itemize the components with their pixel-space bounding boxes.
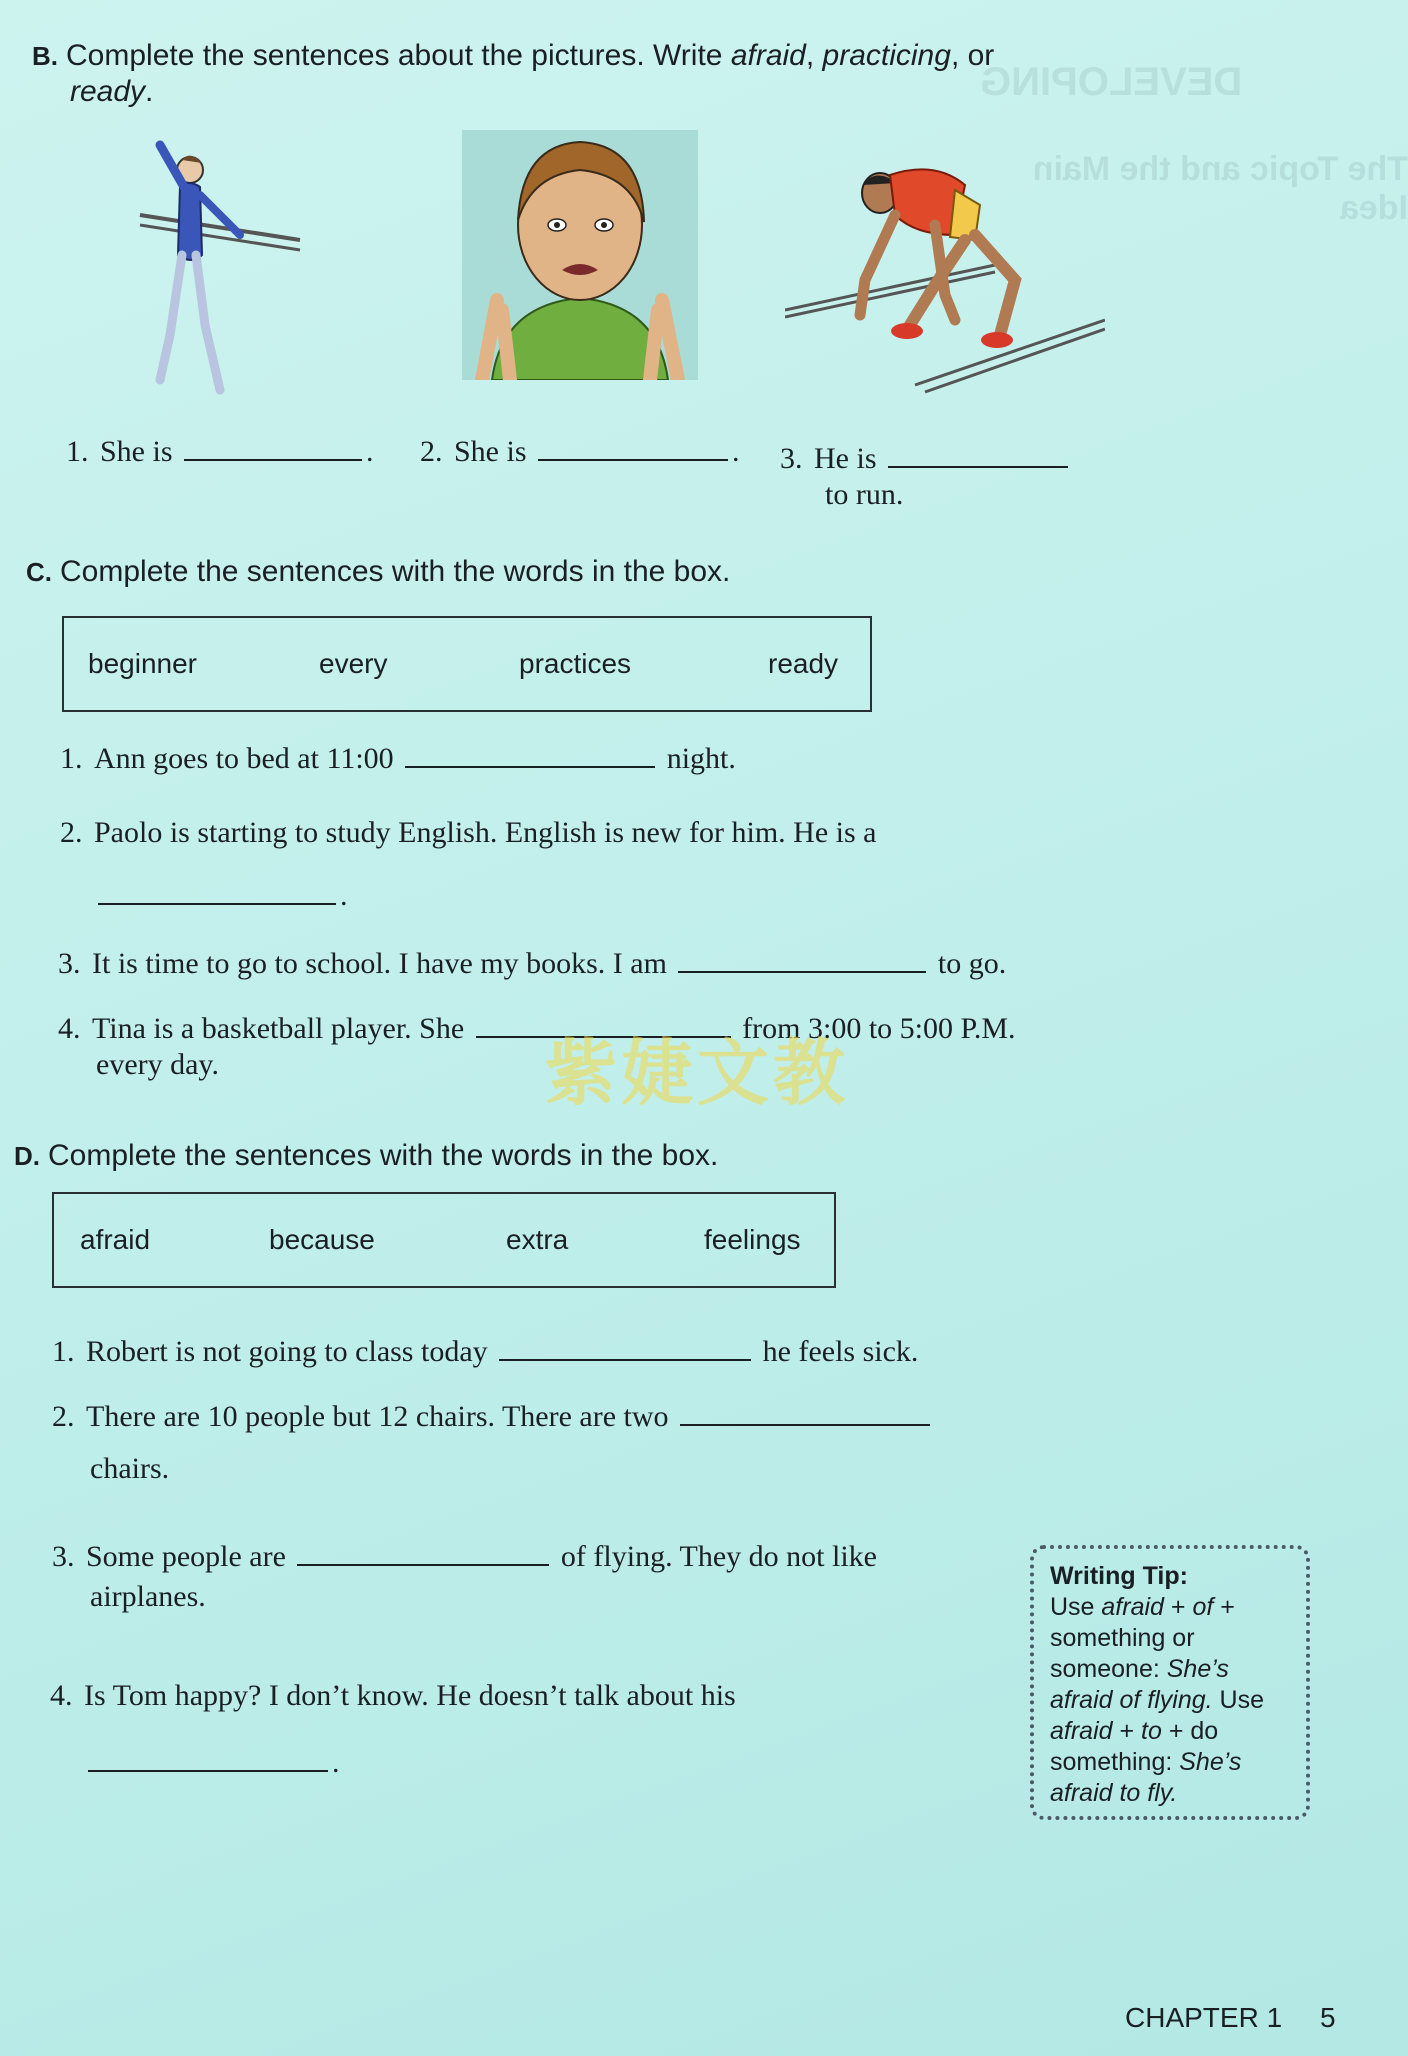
bleed-through-text: DEVELOPING xyxy=(980,60,1243,104)
c-item-1: 1. Ann goes to bed at 11:00 night. xyxy=(60,742,736,775)
b-item-3: 3. He is to run. xyxy=(780,440,1072,513)
page-footer xyxy=(1125,2002,1336,2034)
frightened-woman-illustration xyxy=(462,130,698,380)
word-box-word: practices xyxy=(519,648,632,679)
c-item-2: 2. Paolo is starting to study English. English is new for him. He is a . xyxy=(60,816,877,912)
section-d-instructions: D. Complete the sentences with the words in the box. xyxy=(14,1139,719,1172)
word-box-word: ready xyxy=(768,648,839,679)
answer-blank[interactable] xyxy=(888,440,1068,468)
answer-blank[interactable] xyxy=(297,1538,549,1566)
answer-blank[interactable] xyxy=(538,433,728,461)
word-box-word: because xyxy=(269,1224,375,1255)
answer-blank[interactable] xyxy=(405,740,655,768)
page-number: 5 xyxy=(1319,2002,1336,2033)
d-item-4: 4. Is Tom happy? I don’t know. He doesn’t talk about his . xyxy=(50,1679,736,1779)
word-box-word: feelings xyxy=(704,1224,801,1255)
watermark-text: 紫婕文教 xyxy=(545,1031,850,1115)
answer-blank[interactable] xyxy=(499,1333,751,1361)
word-box-word: extra xyxy=(506,1224,569,1255)
c-item-4: 4. Tina is a basketball player. She from 3:00 to 5:00 P.M. every day. xyxy=(58,1012,1016,1081)
d-item-3: 3. Some people are of flying. They do not like airplanes. xyxy=(52,1540,877,1613)
bleed-through-text: The Topic and the Main Idea xyxy=(1032,150,1408,227)
sprinter-illustration xyxy=(785,145,1105,395)
word-box-word: afraid xyxy=(80,1224,151,1255)
word-box-word: every xyxy=(319,648,388,679)
b-item-2: 2. She is . xyxy=(420,435,740,468)
c-item-3: 3. It is time to go to school. I have my books. I am to go. xyxy=(58,947,1007,980)
chapter-label: CHAPTER 1 xyxy=(1125,2002,1283,2033)
d-item-1: 1. Robert is not going to class today he feels sick. xyxy=(52,1335,919,1368)
answer-blank[interactable] xyxy=(184,433,362,461)
answer-blank[interactable] xyxy=(678,945,926,973)
section-b-instructions: B. Complete the sentences about the pictures. Write afraid, practicing, or ready. xyxy=(32,39,995,108)
b-item-1: 1. She is . xyxy=(66,435,374,468)
answer-blank[interactable] xyxy=(88,1744,328,1772)
section-d-word-box xyxy=(52,1192,836,1288)
d-item-2: 2. There are 10 people but 12 chairs. There are two chairs. xyxy=(52,1398,934,1487)
answer-blank[interactable] xyxy=(98,877,336,905)
ballet-dancer-illustration xyxy=(120,125,310,405)
section-c-instructions: C. Complete the sentences with the words in the box. xyxy=(26,555,731,588)
section-c-word-box xyxy=(62,616,872,712)
writing-tip-box: Writing Tip: Use afraid + of + something or someone: She’s afraid of flying. Use afraid + to + do something: She’s afraid to fly. xyxy=(1030,1545,1310,1820)
answer-blank[interactable] xyxy=(680,1398,930,1426)
word-box-word: beginner xyxy=(88,648,197,679)
